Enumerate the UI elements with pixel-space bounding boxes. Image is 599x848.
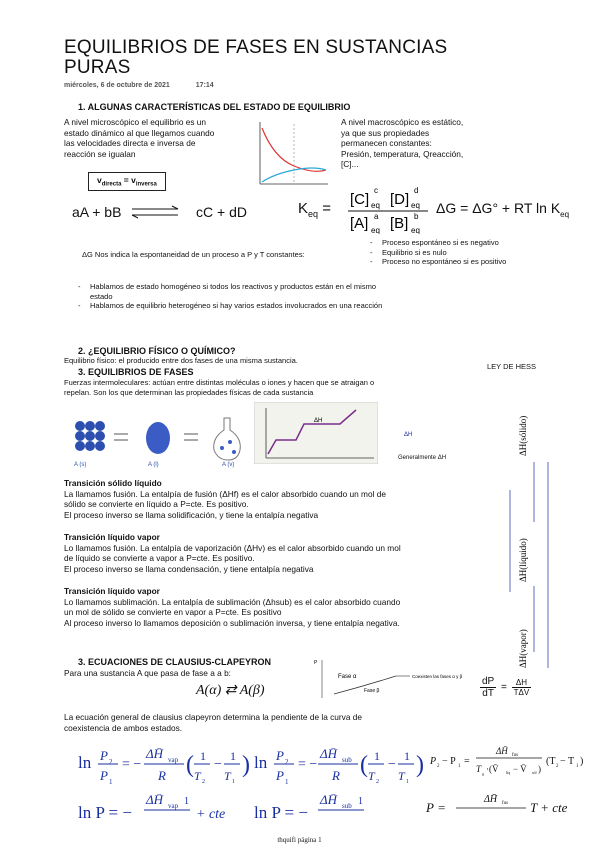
svg-text:[A]: [A]: [350, 215, 369, 232]
svg-text:fus: fus: [512, 753, 519, 758]
eq-sub: eq: [308, 209, 319, 219]
list-item: - Proceso espontáneo si es negativo: [370, 238, 590, 248]
svg-text:líq: líq: [506, 770, 511, 775]
svg-text:d: d: [414, 186, 419, 195]
svg-text:Coexisten las fases α y β: Coexisten las fases α y β: [412, 674, 463, 679]
svg-text:sub: sub: [342, 802, 352, 810]
title-line-2: PURAS: [64, 57, 131, 78]
text-line: ya que sus propiedades: [341, 127, 430, 138]
svg-text:vap: vap: [168, 756, 179, 764]
label-liquid: A (l): [148, 462, 159, 468]
dp-dt-fraction: [480, 676, 496, 699]
svg-text:2: 2: [202, 779, 205, 785]
equilibrium-arrows-icon: [130, 204, 182, 220]
text-line: Lo llamamos fusión. La entalpía de vaporización (ΔHv) es el calor absorbido cuando un mol: [64, 542, 401, 553]
svg-text:eq: eq: [411, 201, 420, 210]
section-1-heading: 1. ALGUNAS CARACTERÍSTICAS DEL ESTADO DE EQUILIBRIO: [78, 102, 351, 112]
v-symbol: = v: [121, 175, 136, 185]
enthalpy-note: Generalmente ΔH: [398, 455, 447, 461]
time: 17:14: [195, 82, 214, 89]
section-2-heading: 2. ¿EQUILIBRIO FÍSICO O QUÍMICO?: [78, 346, 236, 356]
date-line: [64, 82, 238, 89]
svg-text:a: a: [374, 212, 379, 221]
svg-text:P: P: [426, 800, 434, 815]
svg-text:2: 2: [556, 764, 559, 769]
svg-text:1: 1: [184, 796, 189, 807]
svg-text:ln: ln: [254, 753, 268, 772]
svg-text:eq: eq: [371, 201, 380, 210]
clapeyron-slope: $\frac{dP}{dT}$ = $\frac{\Delta H}{\text{TΔV}}$: [482, 676, 530, 699]
svg-text:1: 1: [232, 779, 235, 785]
text-line: sólido se convierte en líquido a P=cte. Es positivo.: [64, 499, 249, 509]
list-item: - Equilibrio si es nulo: [370, 248, 590, 258]
svg-text:− P: − P: [442, 756, 456, 767]
svg-text:P: P: [100, 768, 108, 783]
svg-text:2: 2: [437, 764, 440, 769]
enthalpy-sum: ΔH: [404, 432, 413, 438]
svg-text:[C]: [C]: [350, 191, 370, 208]
svg-text:Fase β: Fase β: [364, 688, 380, 694]
svg-text:): ): [242, 752, 250, 778]
text: Hablamos de estado homogéneo si todos los reactivos y productos están en el mismo: [90, 282, 376, 291]
svg-text:): ): [580, 756, 584, 767]
svg-text:b: b: [414, 212, 419, 221]
section-3-text: [64, 378, 484, 397]
svg-text:ΔH̄: ΔH̄: [146, 792, 164, 807]
text-line: Al proceso inverso lo llamamos deposición o sublimación inversa, y tiene entalpía negativa.: [64, 617, 400, 628]
dg-note: ΔG Nos indica la espontaneidad de un proceso a P y T constantes:: [82, 250, 305, 259]
date: miércoles, 6 de octubre de 2021: [64, 82, 170, 89]
velocity-equality-box: [88, 172, 166, 191]
svg-text:c: c: [374, 186, 378, 195]
svg-text:R: R: [158, 768, 166, 783]
svg-text:T + cte: T + cte: [530, 800, 568, 815]
page-footer: thquifi página 1: [277, 836, 322, 844]
label-solid: A (s): [74, 462, 87, 468]
dg-list: [370, 238, 590, 267]
svg-text:1: 1: [358, 796, 363, 807]
text: estado: [90, 291, 113, 301]
svg-text:fus: fus: [502, 801, 509, 806]
eq-sub: eq: [560, 209, 570, 219]
transition-title: Transición líquido vapor: [64, 586, 160, 596]
section-clausius-heading: 3. ECUACIONES DE CLAUSIUS-CLAPEYRON: [78, 657, 272, 667]
text-line: coexistencia de ambos estados.: [64, 722, 183, 733]
svg-text:): ): [416, 752, 424, 778]
svg-text:T: T: [368, 769, 375, 783]
transition-title: Transición líquido vapor: [64, 532, 160, 542]
svg-text:ln P = −: ln P = −: [78, 803, 132, 822]
svg-text:P: P: [100, 748, 108, 763]
phase-change-equation: A(α) ⇄ A(β): [196, 683, 265, 698]
svg-text:=: =: [438, 800, 446, 815]
svg-text:eq: eq: [411, 226, 420, 234]
svg-text:2: 2: [285, 758, 289, 766]
svg-text:1: 1: [458, 764, 461, 769]
list-item: - Hablamos de equilibrio heterogéneo si hay varios estados involucrados en una reacción: [78, 301, 528, 311]
svg-text:1: 1: [404, 749, 410, 763]
svg-text:ΔH̄: ΔH̄: [484, 794, 498, 805]
transition-sublimation: [64, 586, 534, 628]
svg-text:ΔH(líquido): ΔH(líquido): [518, 538, 528, 582]
sub-inversa: inversa: [135, 181, 157, 188]
list-item: - Proceso no espontáneo si es positivo: [370, 257, 590, 267]
section-1-right-text: [341, 117, 521, 170]
svg-text:vap: vap: [168, 802, 179, 810]
svg-text:1: 1: [374, 749, 380, 763]
numerator: ΔH: [512, 678, 532, 688]
svg-text:(: (: [360, 752, 368, 778]
keq-label: $K_{eq}$ =: [298, 200, 331, 219]
text-line: El proceso inverso se llama condensación, y tiene entalpía negativa: [64, 563, 314, 574]
svg-text:): ): [538, 764, 541, 774]
text-line: El proceso inverso se llama solidificación, y tiene la entalpía negativa: [64, 509, 319, 520]
text-line: un mol de sólido se convierte en vapor a P=cte. Es positivo: [64, 607, 282, 617]
section-1-left-text: [64, 117, 254, 159]
svg-text:2: 2: [109, 758, 113, 766]
keq-fraction: [344, 184, 436, 234]
velocity-graph: [254, 118, 330, 190]
svg-text:Fase α: Fase α: [338, 674, 357, 680]
svg-text:P: P: [314, 660, 318, 666]
text-line: repelan. Son los que determinan las propiedades físicas de cada sustancia: [64, 387, 314, 397]
svg-text:1: 1: [109, 778, 113, 786]
denominator: TΔV: [513, 688, 530, 697]
text-line: Presión, temperatura, Qreacción,: [341, 148, 464, 159]
hess-diagram: [486, 372, 568, 676]
svg-text:−: −: [214, 757, 222, 772]
clausius-intro: Para una sustancia A que pasa de fase a a b:: [64, 668, 231, 678]
svg-text:sub: sub: [342, 756, 352, 764]
coexistence-sketch: [314, 656, 464, 702]
numerator: dP: [482, 676, 495, 687]
text-line: las velocidades directa e inversa de: [64, 138, 196, 148]
list-item: [78, 282, 528, 301]
svg-text:+ cte: + cte: [196, 807, 226, 822]
text-line: Fuerzas intermoleculares: actúan entre distintas moléculas o iones y hacen que se atraigan o: [64, 378, 375, 387]
gibbs-text: ΔG = ΔG° + RT ln K: [436, 200, 561, 216]
reaction-right: cC + dD: [196, 204, 247, 220]
text-line: [C]...: [341, 159, 359, 169]
svg-text:− T: − T: [560, 756, 575, 767]
hess-title: LEY DE HESS: [487, 362, 537, 371]
title-line-1: EQUILIBRIOS DE FASES EN SUSTANCIAS: [64, 37, 448, 58]
svg-text:ΔH(vapor): ΔH(vapor): [518, 629, 528, 668]
svg-text:P: P: [276, 768, 284, 783]
svg-text:T: T: [476, 764, 482, 774]
svg-text:1: 1: [576, 764, 579, 769]
transition-title: Transición sólido líquido: [64, 478, 162, 488]
svg-text:= −: = −: [122, 757, 142, 772]
svg-text:eq: eq: [371, 226, 380, 234]
clausius-general-text: [64, 712, 484, 733]
dh-tdv-fraction: [512, 678, 532, 697]
text-line: estado dinámico al que llegamos cuando: [64, 127, 215, 138]
svg-text:ΔH̄: ΔH̄: [320, 792, 338, 807]
sub-directa: directa: [101, 181, 122, 188]
svg-text:(T: (T: [546, 756, 556, 767]
svg-text:T: T: [224, 769, 231, 783]
text-line: A nivel microscópico el equilibrio es un: [64, 117, 207, 127]
svg-text:[B]: [B]: [390, 215, 409, 232]
denominator: dT: [482, 688, 494, 699]
homogeneous-list: [78, 282, 528, 311]
svg-text:ΔH: ΔH: [314, 418, 323, 424]
text-line: Lo llamamos sublimación. La entalpía de sublimación (Δhsub) es el calor absorbido cuando: [64, 596, 401, 607]
reaction-left: aA + bB: [72, 204, 122, 220]
svg-text:R: R: [332, 768, 340, 783]
svg-text:ΔH̄: ΔH̄: [146, 746, 164, 761]
text-line: A nivel macroscópico es estático,: [341, 117, 464, 127]
svg-text:·(V̄: ·(V̄: [486, 764, 499, 774]
text-line: reacción se igualan: [64, 148, 136, 159]
svg-text:sól: sól: [532, 770, 537, 775]
svg-text:ΔH(sólido): ΔH(sólido): [518, 415, 528, 456]
transition-solid-liquid: [64, 478, 534, 520]
text-line: permanecen constantes:: [341, 138, 432, 148]
svg-text:ΔH̄: ΔH̄: [320, 746, 338, 761]
text-line: de líquido se convierte a vapor a P=cte. Es positivo.: [64, 553, 255, 563]
svg-text:1: 1: [406, 779, 409, 785]
svg-text:ln P = −: ln P = −: [254, 803, 308, 822]
text-line: La ecuación general de clausius clapeyron determina la pendiente de la curva de: [64, 712, 362, 722]
heating-curve-graph: [254, 402, 378, 464]
svg-text:2: 2: [376, 779, 379, 785]
svg-text:1: 1: [285, 778, 289, 786]
page-title: [64, 38, 447, 78]
svg-text:= −: = −: [298, 757, 318, 772]
svg-text:P: P: [430, 756, 437, 767]
svg-text:1: 1: [230, 749, 236, 763]
k-symbol: K: [298, 200, 309, 217]
transition-liquid-vapor: [64, 532, 534, 574]
svg-text:0: 0: [482, 772, 484, 777]
clausius-clapeyron-equations: [64, 738, 594, 834]
text-line: La llamamos fusión. La entalpía de fusión (ΔHf) es el calor absorbido cuando un mol de: [64, 488, 386, 499]
svg-text:(: (: [186, 752, 194, 778]
svg-text:−: −: [388, 757, 396, 772]
svg-text:1: 1: [200, 749, 206, 763]
svg-text:[D]: [D]: [390, 191, 410, 208]
svg-text:=: =: [464, 756, 470, 767]
svg-text:T: T: [398, 769, 405, 783]
gibbs-equation: [436, 200, 569, 219]
svg-text:ΔH̄: ΔH̄: [496, 746, 508, 756]
section-2-text: Equilibrio físico: el producido entre dos fases de una misma sustancia.: [64, 356, 298, 365]
v-symbol: v: [97, 175, 102, 185]
label-vapor: A (v): [222, 462, 235, 468]
svg-text:T: T: [194, 769, 201, 783]
svg-text:P: P: [276, 748, 284, 763]
section-3-heading: 3. EQUILIBRIOS DE FASES: [78, 367, 194, 377]
svg-text:ln: ln: [78, 753, 92, 772]
svg-text:− V̄: − V̄: [513, 764, 527, 774]
